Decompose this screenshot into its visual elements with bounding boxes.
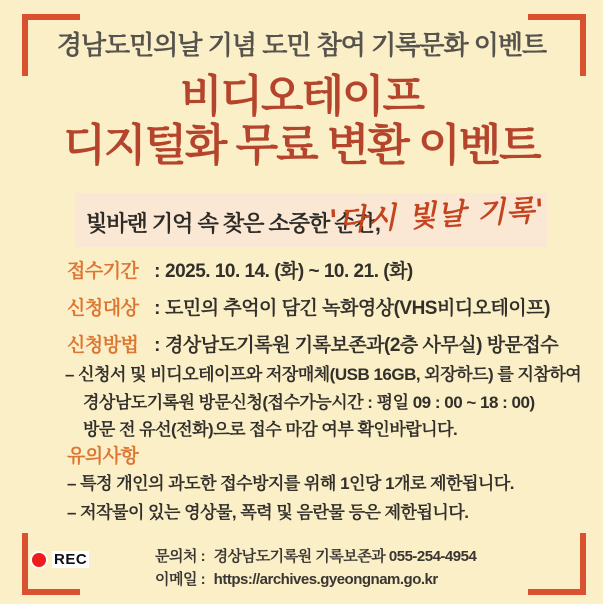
info-value-method: 경상남도기록원 기록보존과(2층 사무실) 방문접수 (165, 335, 559, 356)
info-colon: : (154, 335, 160, 356)
method-details (65, 361, 582, 444)
method-detail-line: 방문 전 유선(전화)으로 접수 마감 여부 확인바랍니다. (83, 420, 458, 439)
title-line-2: 디지털화 무료 변환 이벤트 (63, 121, 540, 170)
contact-phone-label: 문의처 : (155, 548, 206, 565)
contact-phone-value: 경상남도기록원 기록보존과 055-254-4954 (213, 548, 477, 565)
contact-email-line (155, 568, 476, 591)
info-colon: : (154, 298, 160, 319)
contact-email-label: 이메일 : (155, 571, 206, 588)
info-label-target: 신청대상 (67, 298, 139, 319)
notice-title: 유의사항 (67, 446, 139, 467)
contact-section (155, 545, 476, 591)
method-detail-line: 경상남도기록원 방문신청(접수가능시간 : 평일 09 : 00 ~ 18 : 00) (83, 392, 535, 412)
notice-item: – 저작물이 있는 영상물, 폭력 및 음란물 등은 제한됩니다. (67, 503, 469, 522)
tagline-band (75, 193, 547, 247)
rec-label: REC (54, 551, 88, 568)
rec-dot-icon (32, 553, 46, 567)
info-label-period: 접수기간 (67, 261, 139, 282)
info-label-method: 신청방법 (67, 335, 139, 356)
info-row-target (67, 293, 567, 330)
banner-subtitle: 경남도민의날 기념 도민 참여 기록문화 이벤트 (56, 30, 547, 60)
notice-item: – 특정 개인의 과도한 접수방지를 위해 1인당 1개로 제한됩니다. (67, 474, 514, 493)
rec-indicator (32, 551, 89, 568)
info-value-period: 2025. 10. 14. (화) ~ 10. 21. (화) (165, 261, 413, 282)
notice-items (67, 469, 567, 527)
tagline-text: 빛바랜 기억 속 찾은 소중한 순간, (86, 211, 380, 236)
info-row-period (67, 256, 567, 293)
method-detail-line: – 신청서 및 비디오테이프와 저장매체(USB 16GB, 외장하드) 를 지참하여 (65, 365, 582, 384)
title-line-1: 비디오테이프 (179, 72, 424, 121)
corner-bracket-bottom-right-icon (528, 533, 586, 595)
info-colon: : (154, 261, 160, 282)
contact-url-value: https://archives.gyeongnam.go.kr (213, 571, 438, 588)
info-section (67, 256, 567, 367)
info-value-target: 도민의 추억이 담긴 녹화영상(VHS비디오테이프) (165, 298, 550, 319)
contact-phone-line (155, 545, 476, 568)
tagline-script-text: '다시 빛날 기록' (328, 192, 546, 238)
page-title (0, 72, 603, 170)
